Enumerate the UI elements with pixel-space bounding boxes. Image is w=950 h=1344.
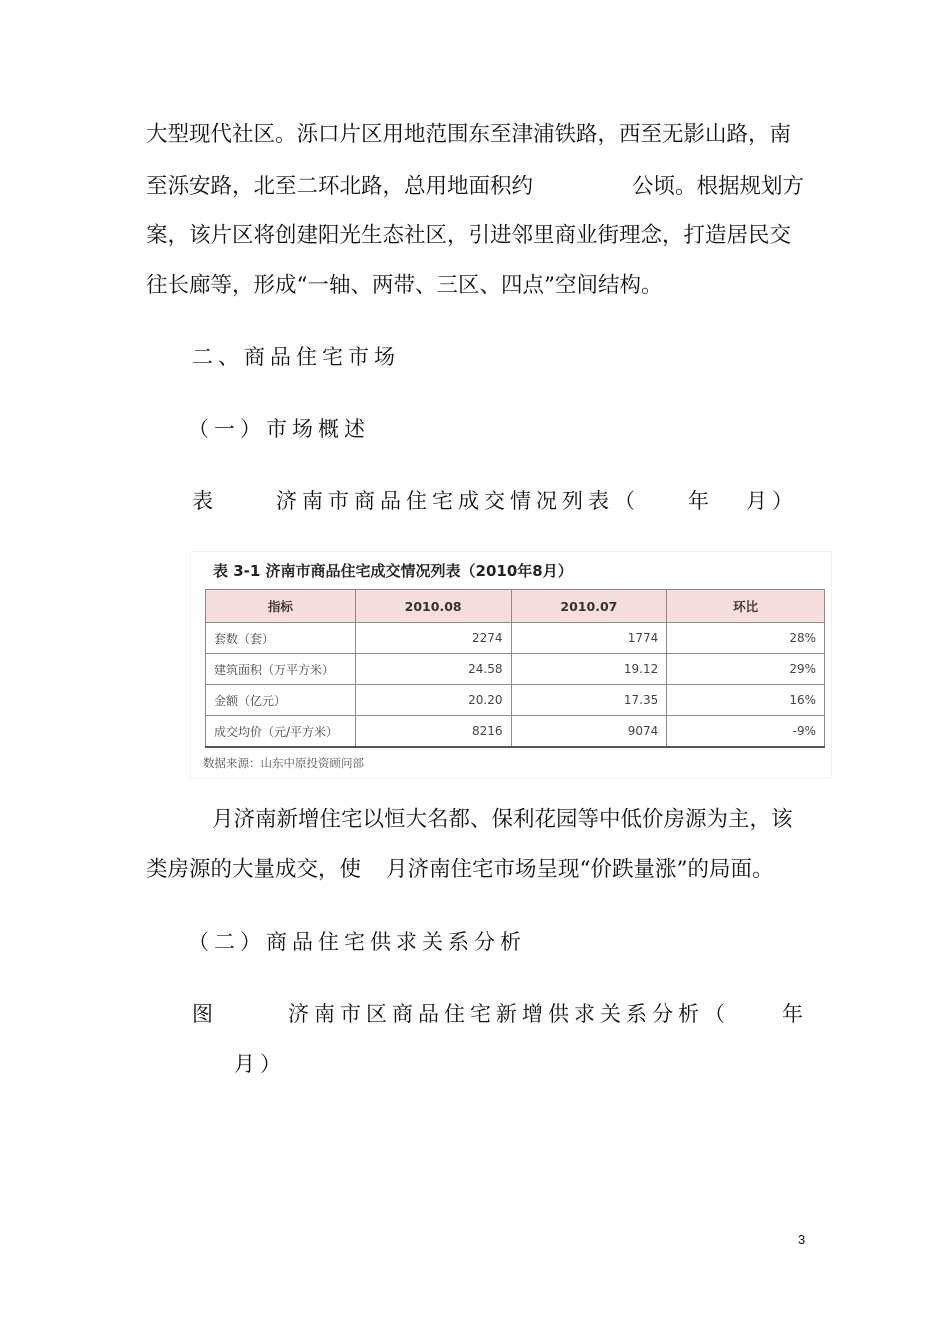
table-row <box>206 685 825 716</box>
text-line: 类房源的大量成交，使 <box>146 857 362 882</box>
table-caption-label: 表 <box>192 489 218 513</box>
table-cell: 套数（套） <box>206 623 356 654</box>
table-header-row <box>206 590 825 623</box>
table-cell: 16% <box>667 685 825 716</box>
table-cell: 24.58 <box>355 654 511 685</box>
page-number: 3 <box>798 1232 806 1247</box>
column-header: 指标 <box>206 590 356 623</box>
text-line: 至泺安路，北至二环北路，总用地面积约 <box>146 174 534 199</box>
text-line: 月济南住宅市场呈现“价跌量涨”的局面。 <box>386 857 774 882</box>
table-cell: 8216 <box>355 716 511 748</box>
table-row <box>206 623 825 654</box>
figure-caption-label: 图 <box>192 1002 218 1026</box>
sub-heading-supply-demand: （二）商品住宅供求关系分析 <box>188 930 526 954</box>
table-caption-year: 年 <box>688 489 714 513</box>
table-cell: 9074 <box>511 716 667 748</box>
table-row <box>206 716 825 748</box>
figure-caption-year: 年 <box>782 1002 808 1026</box>
figure-caption-text: 济南市区商品住宅新增供求关系分析（ <box>288 1002 730 1026</box>
table-caption-month: 月） <box>746 489 798 513</box>
table-cell: 建筑面积（万平方米） <box>206 654 356 685</box>
table-image <box>190 551 832 779</box>
table-row <box>206 654 825 685</box>
table-image-title: 表 3-1 济南市商品住宅成交情况列表（2010年8月） <box>213 562 573 580</box>
table-cell: 17.35 <box>511 685 667 716</box>
text-line: 月济南新增住宅以恒大名都、保利花园等中低价房源为主，该 <box>212 807 793 832</box>
table-cell: 19.12 <box>511 654 667 685</box>
table-cell: -9% <box>667 716 825 748</box>
table-cell: 金额（亿元） <box>206 685 356 716</box>
table-source-note: 数据来源：山东中原投资顾问部 <box>203 756 364 770</box>
column-header: 2010.07 <box>511 590 667 623</box>
figure-caption-month: 月） <box>234 1052 286 1076</box>
text-line: 案，该片区将创建阳光生态社区，引进邻里商业街理念，打造居民交 <box>146 223 792 248</box>
text-line: 公顷。根据规划方 <box>632 174 805 199</box>
column-header: 2010.08 <box>355 590 511 623</box>
sub-heading-market-overview: （一）市场概述 <box>188 417 370 441</box>
text-line: 大型现代社区。泺口片区用地范围东至津浦铁路，西至无影山路，南 <box>146 122 792 147</box>
data-table <box>205 589 825 748</box>
table-cell: 1774 <box>511 623 667 654</box>
column-header: 环比 <box>667 590 825 623</box>
table-cell: 29% <box>667 654 825 685</box>
table-caption-text: 济南市商品住宅成交情况列表（ <box>276 489 640 513</box>
table-cell: 2274 <box>355 623 511 654</box>
table-cell: 成交均价（元/平方米） <box>206 716 356 748</box>
table-cell: 28% <box>667 623 825 654</box>
table-cell: 20.20 <box>355 685 511 716</box>
section-heading: 二、商品住宅市场 <box>192 345 400 369</box>
text-line: 往长廊等，形成“一轴、两带、三区、四点”空间结构。 <box>146 273 663 298</box>
